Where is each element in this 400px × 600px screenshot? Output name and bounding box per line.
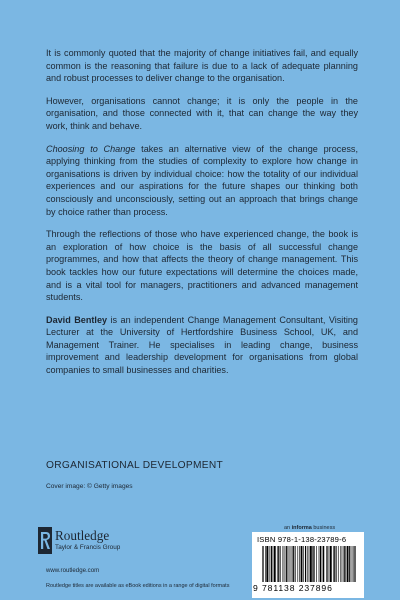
barcode-bar xyxy=(347,546,349,582)
blurb-paragraph-4: Through the reflections of those who have experienced change, the book is an exploration of how choice is the basis of all successful change programmes, and how that affects the theory of change management. This book tackles how our future expectations will determine the choices made, and is a vital tool for managers, practitioners and advanced management students. xyxy=(46,229,358,303)
cover-credit: Cover image: © Getty images xyxy=(46,483,133,490)
barcode-bar xyxy=(286,546,287,582)
barcode-bar xyxy=(330,546,332,582)
ebook-note: Routledge titles are available as eBook editions in a range of digital formats xyxy=(46,583,230,589)
barcode-bar xyxy=(312,546,313,582)
publisher-group: Taylor & Francis Group xyxy=(55,544,121,551)
barcode-bar xyxy=(340,546,341,582)
informa-business-label xyxy=(284,525,335,531)
barcode-bar xyxy=(274,546,276,582)
barcode-bar xyxy=(301,546,303,582)
barcode-bar xyxy=(305,546,306,582)
barcode-bar xyxy=(265,546,266,582)
barcode-bar xyxy=(327,546,328,582)
barcode-bar xyxy=(266,546,268,582)
isbn-barcode-box xyxy=(252,532,364,598)
barcode-bar xyxy=(320,546,321,582)
barcode-bar xyxy=(333,546,334,582)
barcode-bar xyxy=(277,546,278,582)
barcode-bar xyxy=(280,546,281,582)
barcode-bar xyxy=(278,546,279,582)
barcode-bar xyxy=(283,546,284,582)
barcode-bar xyxy=(344,546,345,582)
isbn-label: ISBN 978-1-138-23789-6 xyxy=(257,535,347,544)
barcode-bar xyxy=(284,546,285,582)
publisher-logo xyxy=(38,527,178,567)
barcode-bar xyxy=(307,546,308,582)
series-label: ORGANISATIONAL DEVELOPMENT xyxy=(46,460,224,471)
barcode-bar xyxy=(289,546,290,582)
barcode-bar xyxy=(271,546,272,582)
author-bio-text: is an independent Change Management Consultant, Visiting Lecturer at the University of Hertfordshire Business School, UK, and Management Trainer. He specialises in leading change, business improvement and leadership development for organisations from global companies to small businesses and charities. xyxy=(46,314,358,376)
book-title: Choosing to Change xyxy=(46,143,136,154)
blurb-paragraph-3 xyxy=(46,143,358,219)
barcode-bar xyxy=(338,546,339,582)
barcode-bar xyxy=(295,546,296,582)
publisher-url[interactable]: www.routledge.com xyxy=(46,567,100,574)
barcode-bar xyxy=(334,546,335,582)
barcode-bar xyxy=(292,546,293,582)
barcode-bar xyxy=(322,546,323,582)
barcode-bar xyxy=(314,546,315,582)
barcode-bar xyxy=(310,546,312,582)
barcode-digits: 9 781138 237896 xyxy=(253,583,333,593)
barcode-bar xyxy=(336,546,337,582)
barcode-bar xyxy=(353,546,354,582)
barcode-bar xyxy=(345,546,346,582)
barcode-bar xyxy=(323,546,324,582)
barcode-bar xyxy=(316,546,317,582)
informa-prefix: an xyxy=(284,525,292,531)
barcode-bar xyxy=(297,546,298,582)
barcode-bar xyxy=(326,546,327,582)
barcode-bar xyxy=(329,546,330,582)
barcode-bar xyxy=(288,546,289,582)
barcode-bar xyxy=(299,546,300,582)
barcode xyxy=(262,546,356,582)
barcode-bar xyxy=(293,546,294,582)
author-name: David Bentley xyxy=(46,314,108,325)
barcode-bar xyxy=(319,546,320,582)
back-cover-blurb xyxy=(46,47,358,387)
blurb-paragraph-2: However, organisations cannot change; it is only the people in the organisation, and those connected with it, that can change the way they work, think and behave. xyxy=(46,95,358,131)
informa-word: informa xyxy=(291,525,312,531)
barcode-bar xyxy=(309,546,310,582)
author-bio xyxy=(46,314,358,377)
barcode-bar xyxy=(262,546,263,582)
publisher-name: Routledge xyxy=(55,528,110,543)
barcode-bar xyxy=(291,546,292,582)
informa-suffix: business xyxy=(311,525,336,531)
blurb-paragraph-1: It is commonly quoted that the majority of change initiatives fail, and equally common is the reasoning that failure is due to a lack of adequate planning and robust processes to deliver change to the organisation. xyxy=(46,48,358,84)
barcode-bar xyxy=(354,546,355,582)
barcode-bar xyxy=(273,546,274,582)
barcode-bar xyxy=(303,546,304,582)
barcode-bar xyxy=(355,546,356,582)
blurb-paragraph-3-text: takes an alternative view of the change process, applying thinking from the studies of complexity to explore how change in organisations is driven by individual choice: how the totality of our individual experiences and our aspirations for the future shapes our thinking both consciously and unconsciously, setting out an approach that brings change by choice rather than process. xyxy=(46,143,358,217)
barcode-bar xyxy=(349,546,350,582)
barcode-bar xyxy=(342,546,343,582)
barcode-bar xyxy=(352,546,353,582)
routledge-r-mark-icon xyxy=(38,527,52,554)
barcode-bar xyxy=(269,546,270,582)
barcode-bar xyxy=(263,546,264,582)
